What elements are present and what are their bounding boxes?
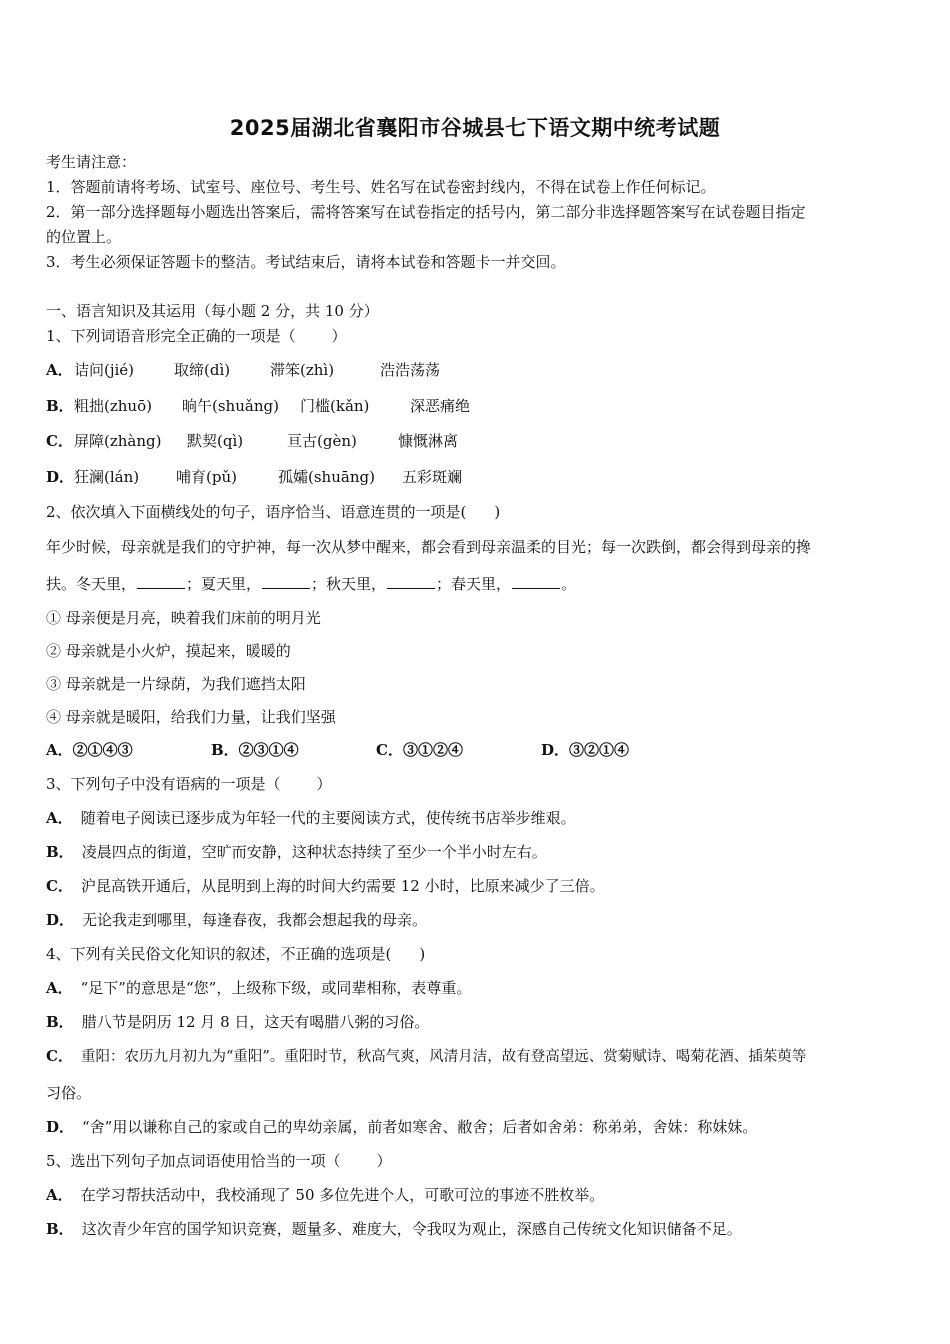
- question-2-choices: [46, 740, 706, 760]
- fill-blank-4[interactable]: [512, 574, 560, 589]
- question-4-option-d[interactable]: D． “舍”用以谦称自己的家或自己的卑幼亲属，前者如寒舍、敝舍；后者如舍弟：称弟弟，舍妹：称妹妹。: [46, 1118, 758, 1136]
- question-2-sentence-2: ② 母亲就是小火炉，摸起来，暖暖的: [46, 642, 291, 660]
- question-2-stem: 2、依次填入下面横线处的句子，语序恰当、语意连贯的一项是( ): [46, 503, 501, 521]
- question-2-passage-line-1: 年少时候，母亲就是我们的守护神，每一次从梦中醒来，都会看到母亲温柔的目光；每一次跌倒，都会得到母亲的搀: [46, 538, 812, 556]
- question-2-sentence-3: ③ 母亲就是一片绿荫，为我们遮挡太阳: [46, 675, 306, 693]
- notice-heading: 考生请注意：: [46, 153, 137, 171]
- question-3-option-d[interactable]: D． 无论我走到哪里，每逢春夜，我都会想起我的母亲。: [46, 911, 428, 929]
- question-3-option-c[interactable]: C． 沪昆高铁开通后，从昆明到上海的时间大约需要 12 小时，比原来减少了三倍。: [46, 877, 605, 895]
- fill-blank-3[interactable]: [387, 574, 435, 589]
- question-1-stem: 1、下列词语音形完全正确的一项是（ ）: [46, 327, 347, 345]
- notice-item-1: 1．答题前请将考场、试室号、座位号、考生号、姓名写在试卷密封线内，不得在试卷上作任何标记。: [46, 178, 716, 196]
- notice-item-2-cont: 的位置上。: [46, 228, 122, 246]
- page-title: 2025届湖北省襄阳市谷城县七下语文期中统考试题: [229, 116, 721, 140]
- question-4-option-c-cont: 习俗。: [46, 1084, 92, 1102]
- fill-blank-1[interactable]: [137, 574, 185, 589]
- question-2-choice-b[interactable]: B．②③①④: [211, 741, 299, 759]
- section-heading: 一、语言知识及其运用（每小题 2 分，共 10 分）: [46, 302, 379, 320]
- question-3-option-b[interactable]: B． 凌晨四点的街道，空旷而安静，这种状态持续了至少一个半小时左右。: [46, 843, 547, 861]
- question-1-option-d[interactable]: D．狂澜(lán) 哺育(pǔ) 孤孀(shuāng) 五彩斑斓: [46, 468, 463, 486]
- question-2-choice-d[interactable]: D．③②①④: [541, 741, 630, 759]
- question-2-sentence-4: ④ 母亲就是暖阳，给我们力量，让我们坚强: [46, 708, 336, 726]
- question-2-choice-a[interactable]: A．②①④③: [46, 741, 133, 759]
- notice-item-2: 2．第一部分选择题每小题选出答案后，需将答案写在试卷指定的括号内，第二部分非选择题答案写在试卷题目指定: [46, 203, 806, 221]
- question-2-sentence-1: ① 母亲便是月亮，映着我们床前的明月光: [46, 609, 321, 627]
- question-2-choice-c[interactable]: C．③①②④: [376, 741, 463, 759]
- question-2-passage-line-2: 扶。冬天里， ；夏天里， ；秋天里， ；春天里， 。: [46, 575, 577, 593]
- question-4-option-b[interactable]: B． 腊八节是阴历 12 月 8 日，这天有喝腊八粥的习俗。: [46, 1013, 430, 1031]
- question-5-option-b[interactable]: B． 这次青少年宫的国学知识竞赛，题量多、难度大，令我叹为观止，深感自己传统文化知识储备不足。: [46, 1220, 742, 1238]
- notice-item-3: 3．考生必须保证答题卡的整洁。考试结束后，请将本试卷和答题卡一并交回。: [46, 253, 566, 271]
- question-4-option-c[interactable]: C． 重阳：农历九月初九为“重阳”。重阳时节，秋高气爽，风清月洁，故有登高望远、赏菊赋诗、喝菊花酒、插茱萸等: [46, 1047, 807, 1065]
- question-1-option-b[interactable]: B．粗拙(zhuō) 晌午(shuǎng) 门槛(kǎn) 深恶痛绝: [46, 397, 471, 415]
- question-5-option-a[interactable]: A． 在学习帮扶活动中，我校涌现了 50 多位先进个人，可歌可泣的事迹不胜枚举。: [46, 1186, 605, 1204]
- question-5-stem: 5、选出下列句子加点词语使用恰当的一项（ ）: [46, 1152, 392, 1170]
- question-3-option-a[interactable]: A． 随着电子阅读已逐步成为年轻一代的主要阅读方式，使传统书店举步维艰。: [46, 809, 576, 827]
- question-1-option-c[interactable]: C．屏障(zhàng) 默契(qì) 亘古(gèn) 慷慨淋离: [46, 432, 459, 450]
- fill-blank-2[interactable]: [262, 574, 310, 589]
- question-1-option-a[interactable]: A．诘问(jié) 取缔(dì) 滞笨(zhì) 浩浩荡荡: [46, 361, 441, 379]
- question-4-option-a[interactable]: A． “足下”的意思是“您”，上级称下级，或同辈相称，表尊重。: [46, 979, 472, 997]
- question-4-stem: 4、下列有关民俗文化知识的叙述，不正确的选项是( ): [46, 945, 426, 963]
- question-3-stem: 3、下列句子中没有语病的一项是（ ）: [46, 775, 332, 793]
